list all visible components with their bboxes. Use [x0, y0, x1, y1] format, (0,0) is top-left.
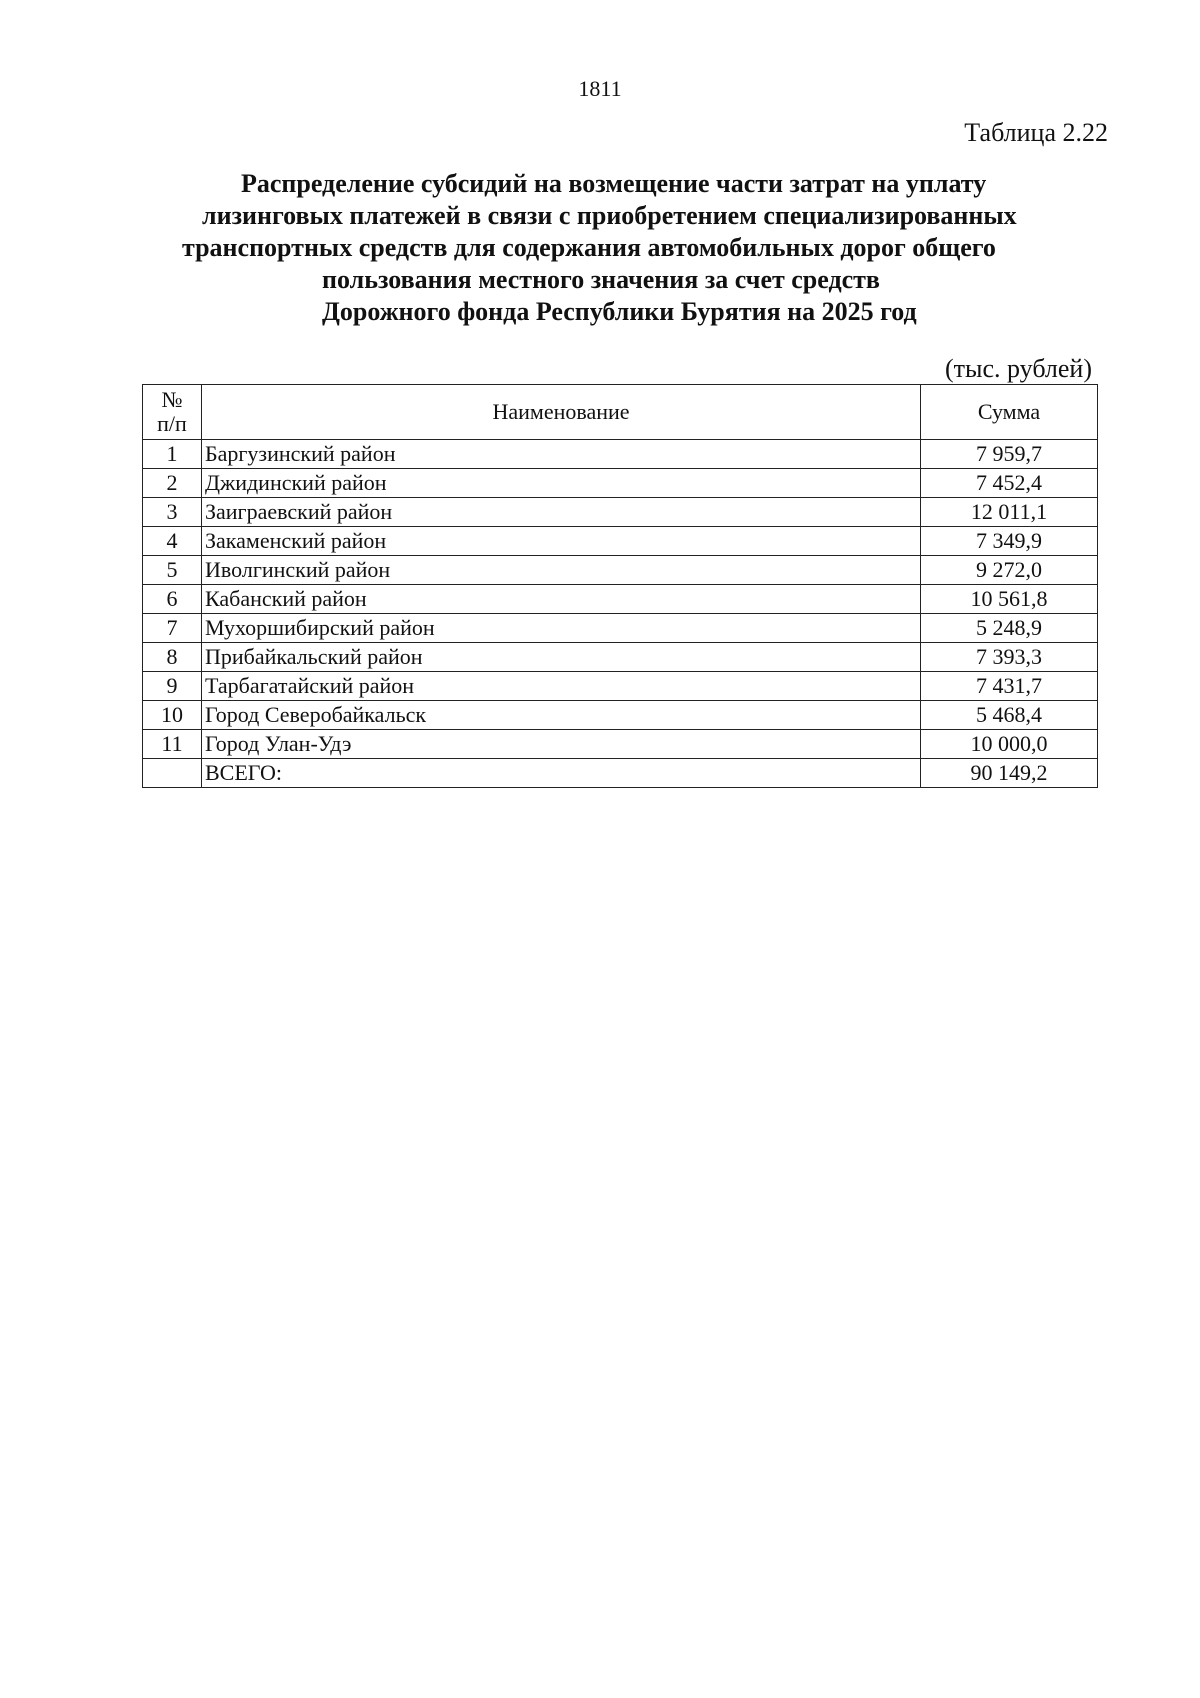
table-row — [143, 585, 1098, 614]
table-header-row — [143, 385, 1098, 440]
row-sum: 7 959,7 — [921, 440, 1098, 469]
row-name: Прибайкальский район — [202, 643, 921, 672]
subsidy-table — [142, 384, 1098, 788]
row-sum: 7 452,4 — [921, 469, 1098, 498]
row-sum: 10 000,0 — [921, 730, 1098, 759]
column-header-number-line1: № — [161, 387, 183, 412]
row-number: 9 — [143, 672, 202, 701]
table-caption: Таблица 2.22 — [964, 118, 1108, 147]
row-sum: 7 431,7 — [921, 672, 1098, 701]
row-number: 6 — [143, 585, 202, 614]
column-header-sum: Сумма — [921, 385, 1098, 440]
table-row — [143, 527, 1098, 556]
title-line: лизинговых платежей в связи с приобретением специализированных — [202, 201, 1017, 230]
table-row — [143, 730, 1098, 759]
table-row — [143, 701, 1098, 730]
title-line: транспортных средств для содержания автомобильных дорог общего — [182, 233, 996, 262]
row-sum: 7 393,3 — [921, 643, 1098, 672]
page-number: 1811 — [578, 76, 622, 101]
row-name: Тарбагатайский район — [202, 672, 921, 701]
table-row — [143, 469, 1098, 498]
row-name: Город Северобайкальск — [202, 701, 921, 730]
document-title — [150, 168, 1030, 328]
table-row — [143, 440, 1098, 469]
total-label: ВСЕГО: — [202, 759, 921, 788]
row-number: 4 — [143, 527, 202, 556]
units-label: (тыс. рублей) — [944, 354, 1092, 383]
table-row — [143, 498, 1098, 527]
row-number: 11 — [143, 730, 202, 759]
column-header-number — [143, 385, 202, 440]
column-header-name: Наименование — [202, 385, 921, 440]
row-number: 8 — [143, 643, 202, 672]
row-number: 5 — [143, 556, 202, 585]
total-number — [143, 759, 202, 788]
row-name: Кабанский район — [202, 585, 921, 614]
row-name: Мухоршибирский район — [202, 614, 921, 643]
total-row — [143, 759, 1098, 788]
row-name: Баргузинский район — [202, 440, 921, 469]
row-number: 7 — [143, 614, 202, 643]
row-name: Джидинский район — [202, 469, 921, 498]
table-row — [143, 556, 1098, 585]
row-sum: 5 468,4 — [921, 701, 1098, 730]
row-name: Город Улан-Удэ — [202, 730, 921, 759]
row-name: Заиграевский район — [202, 498, 921, 527]
total-sum: 90 149,2 — [921, 759, 1098, 788]
row-number: 10 — [143, 701, 202, 730]
row-name: Закаменский район — [202, 527, 921, 556]
table-row — [143, 643, 1098, 672]
table-row — [143, 614, 1098, 643]
row-sum: 10 561,8 — [921, 585, 1098, 614]
title-line: Распределение субсидий на возмещение части затрат на уплату — [241, 169, 987, 198]
row-sum: 9 272,0 — [921, 556, 1098, 585]
table-row — [143, 672, 1098, 701]
row-sum: 12 011,1 — [921, 498, 1098, 527]
row-name: Иволгинский район — [202, 556, 921, 585]
column-header-number-line2: п/п — [157, 411, 187, 436]
row-sum: 5 248,9 — [921, 614, 1098, 643]
row-number: 1 — [143, 440, 202, 469]
row-sum: 7 349,9 — [921, 527, 1098, 556]
title-line: Дорожного фонда Республики Бурятия на 2025 год — [322, 297, 917, 326]
title-line: пользования местного значения за счет средств — [322, 265, 880, 294]
row-number: 3 — [143, 498, 202, 527]
row-number: 2 — [143, 469, 202, 498]
